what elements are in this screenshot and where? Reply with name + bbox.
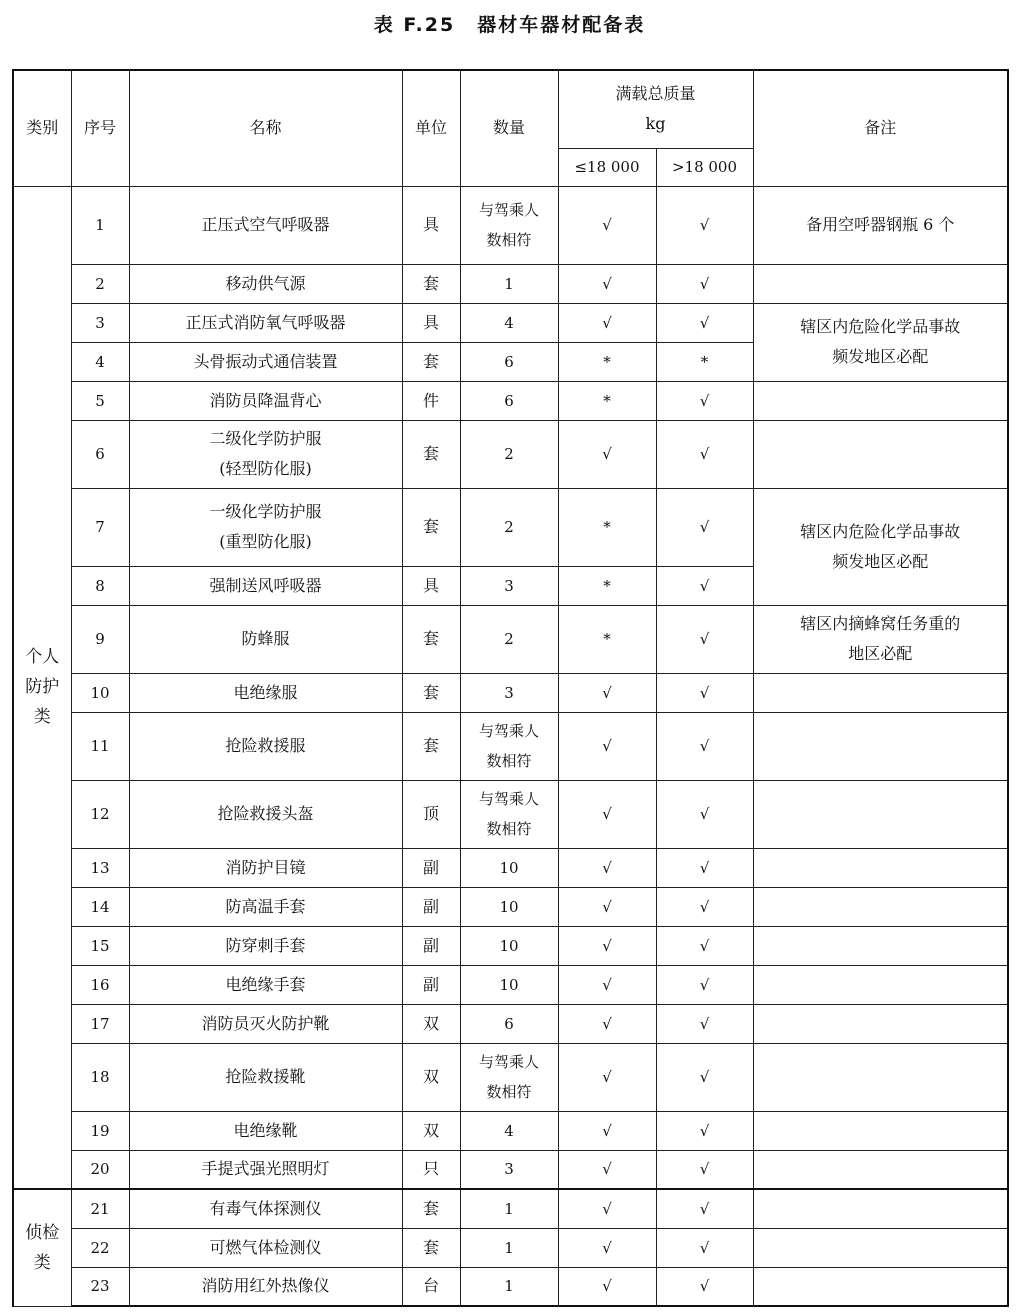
mark-le-cell: √ [558, 926, 656, 965]
header-mass-unit: kg [645, 114, 666, 134]
mark-gt-cell: √ [656, 1189, 753, 1228]
header-mass-label: 满载总质量 [615, 84, 696, 104]
remark-cell [753, 1228, 1008, 1267]
category-label: 防护 [25, 677, 60, 698]
table-row [13, 381, 1008, 420]
seq-cell: 10 [71, 673, 129, 712]
qty-line: 1 [504, 274, 514, 293]
name-line: 抢险救援服 [225, 736, 306, 755]
mark-gt-cell: √ [656, 186, 753, 264]
mark-gt-cell: √ [656, 1043, 753, 1111]
qty-cell [460, 1189, 558, 1228]
name-cell [129, 712, 402, 780]
unit-cell: 具 [402, 186, 460, 264]
table-row [13, 848, 1008, 887]
name-line: 防蜂服 [241, 629, 290, 648]
mark-le-cell: √ [558, 712, 656, 780]
seq-cell: 5 [71, 381, 129, 420]
header-unit: 单位 [402, 70, 460, 186]
qty-cell [460, 673, 558, 712]
qty-line: 2 [504, 630, 514, 648]
name-line: 头骨振动式通信装置 [193, 351, 338, 371]
qty-cell [460, 381, 558, 420]
category-label: 个人 [25, 647, 60, 668]
seq-cell: 1 [71, 186, 129, 264]
mark-le-cell: √ [558, 848, 656, 887]
table-row [13, 1267, 1008, 1306]
header-remark: 备注 [753, 70, 1008, 186]
unit-cell: 套 [402, 712, 460, 780]
qty-line: 10 [499, 897, 519, 916]
qty-line: 3 [504, 576, 514, 595]
name-cell [129, 1189, 402, 1228]
qty-line: 10 [499, 858, 519, 877]
unit-cell: 套 [402, 342, 460, 381]
qty-cell [460, 1150, 558, 1189]
table-row [13, 887, 1008, 926]
seq-cell: 23 [71, 1267, 129, 1306]
seq-cell: 19 [71, 1111, 129, 1150]
name-cell [129, 381, 402, 420]
name-cell [129, 1267, 402, 1306]
qty-cell [460, 965, 558, 1004]
unit-cell: 套 [402, 1189, 460, 1228]
unit-cell: 副 [402, 926, 460, 965]
mark-le-cell: * [558, 381, 656, 420]
remark-cell [753, 264, 1008, 303]
qty-line: 1 [504, 1277, 514, 1296]
qty-cell [460, 264, 558, 303]
qty-line: 与驾乘人 [478, 1053, 539, 1071]
mark-gt-cell: √ [656, 420, 753, 488]
mark-gt-cell: * [656, 342, 753, 381]
remark-cell [753, 673, 1008, 712]
name-cell [129, 342, 402, 381]
mark-le-cell: * [558, 342, 656, 381]
mark-le-cell: √ [558, 1043, 656, 1111]
unit-cell: 顶 [402, 780, 460, 848]
unit-cell: 副 [402, 887, 460, 926]
table-row [13, 264, 1008, 303]
seq-cell: 17 [71, 1004, 129, 1043]
remark-line: 频发地区必配 [832, 551, 929, 571]
mark-le-cell: √ [558, 1004, 656, 1043]
name-line: 消防用红外热像仪 [201, 1276, 330, 1296]
mark-gt-cell: √ [656, 566, 753, 605]
qty-cell [460, 887, 558, 926]
unit-cell: 只 [402, 1150, 460, 1189]
seq-cell: 11 [71, 712, 129, 780]
seq-cell: 3 [71, 303, 129, 342]
qty-line: 3 [504, 1160, 514, 1179]
name-line: 抢险救援头盔 [217, 804, 314, 823]
table-row [13, 1043, 1008, 1111]
mark-le-cell: √ [558, 1111, 656, 1150]
seq-cell: 16 [71, 965, 129, 1004]
mark-le-cell: * [558, 605, 656, 673]
qty-cell [460, 1267, 558, 1306]
name-cell [129, 303, 402, 342]
remark-cell [753, 420, 1008, 488]
qty-line: 2 [504, 445, 514, 463]
seq-cell: 12 [71, 780, 129, 848]
mark-le-cell: √ [558, 965, 656, 1004]
seq-cell: 4 [71, 342, 129, 381]
seq-cell: 9 [71, 605, 129, 673]
mark-gt-cell: √ [656, 264, 753, 303]
qty-cell [460, 488, 558, 566]
qty-cell [460, 342, 558, 381]
unit-cell: 套 [402, 420, 460, 488]
unit-cell: 具 [402, 566, 460, 605]
equipment-table [12, 69, 1009, 1307]
table-row [13, 712, 1008, 780]
seq-cell: 15 [71, 926, 129, 965]
seq-cell: 2 [71, 264, 129, 303]
seq-cell: 13 [71, 848, 129, 887]
name-line: 防高温手套 [225, 896, 306, 916]
qty-cell [460, 780, 558, 848]
name-line: (重型防化服) [219, 532, 312, 551]
table-row [13, 1004, 1008, 1043]
table-row [13, 420, 1008, 488]
header-category: 类别 [13, 70, 71, 186]
header-qty: 数量 [460, 70, 558, 186]
table-row [13, 673, 1008, 712]
qty-cell [460, 1228, 558, 1267]
mark-gt-cell: √ [656, 887, 753, 926]
name-cell [129, 420, 402, 488]
remark-line: 辖区内危险化学品事故 [800, 317, 961, 336]
qty-line: 与驾乘人 [478, 201, 539, 219]
mark-gt-cell: √ [656, 673, 753, 712]
name-cell [129, 186, 402, 264]
qty-line: 数相符 [486, 231, 532, 249]
unit-cell: 双 [402, 1043, 460, 1111]
table-row [13, 926, 1008, 965]
name-cell [129, 264, 402, 303]
seq-cell: 21 [71, 1189, 129, 1228]
mark-gt-cell: √ [656, 605, 753, 673]
remark-cell [753, 1004, 1008, 1043]
unit-cell: 副 [402, 848, 460, 887]
name-cell [129, 887, 402, 926]
qty-line: 与驾乘人 [478, 790, 539, 808]
table-row [13, 186, 1008, 264]
mark-gt-cell: √ [656, 488, 753, 566]
unit-cell: 双 [402, 1004, 460, 1043]
unit-cell: 副 [402, 965, 460, 1004]
qty-cell [460, 848, 558, 887]
remark-cell [753, 887, 1008, 926]
qty-line: 2 [504, 518, 514, 536]
seq-cell: 22 [71, 1228, 129, 1267]
qty-line: 3 [504, 683, 514, 702]
mark-le-cell: √ [558, 673, 656, 712]
table-row [13, 780, 1008, 848]
seq-cell: 6 [71, 420, 129, 488]
mark-le-cell: √ [558, 303, 656, 342]
qty-cell [460, 303, 558, 342]
qty-cell [460, 1043, 558, 1111]
seq-cell: 20 [71, 1150, 129, 1189]
unit-cell: 件 [402, 381, 460, 420]
qty-cell [460, 926, 558, 965]
remark-cell [753, 488, 1008, 605]
mark-le-cell: √ [558, 1228, 656, 1267]
header-mass-gt: >18 000 [656, 148, 753, 186]
qty-cell [460, 1004, 558, 1043]
mark-gt-cell: √ [656, 1150, 753, 1189]
mark-gt-cell: √ [656, 381, 753, 420]
name-line: 正压式空气呼吸器 [201, 215, 330, 234]
remark-cell [753, 926, 1008, 965]
mark-gt-cell: √ [656, 780, 753, 848]
unit-cell: 套 [402, 1228, 460, 1267]
remark-line: 备用空呼器钢瓶 6 个 [806, 215, 955, 234]
remark-line: 频发地区必配 [832, 347, 929, 366]
qty-line: 4 [504, 313, 514, 332]
remark-cell [753, 848, 1008, 887]
qty-line: 数相符 [486, 820, 532, 838]
category-label: 类 [33, 707, 51, 728]
mark-gt-cell: √ [656, 1267, 753, 1306]
qty-line: 6 [504, 1014, 514, 1033]
unit-cell: 具 [402, 303, 460, 342]
name-line: 电绝缘手套 [225, 974, 306, 994]
remark-cell [753, 186, 1008, 264]
unit-cell: 套 [402, 264, 460, 303]
table-name: 器材车器材配备表 [477, 14, 646, 36]
mark-le-cell: * [558, 488, 656, 566]
qty-line: 1 [504, 1199, 514, 1218]
name-cell [129, 965, 402, 1004]
header-mass [558, 70, 753, 148]
mark-gt-cell: √ [656, 712, 753, 780]
mark-gt-cell: √ [656, 303, 753, 342]
name-line: 防穿刺手套 [225, 935, 306, 955]
mark-le-cell: √ [558, 186, 656, 264]
remark-line: 辖区内危险化学品事故 [800, 521, 961, 541]
remark-cell [753, 712, 1008, 780]
header-mass-le: ≤18 000 [558, 148, 656, 186]
name-line: 强制送风呼吸器 [209, 575, 322, 595]
seq-cell: 8 [71, 566, 129, 605]
name-line: 可燃气体检测仪 [209, 1237, 322, 1257]
name-cell [129, 1004, 402, 1043]
mark-le-cell: √ [558, 1267, 656, 1306]
header-name: 名称 [129, 70, 402, 186]
name-cell [129, 848, 402, 887]
qty-line: 6 [504, 391, 514, 410]
table-row [13, 1111, 1008, 1150]
seq-cell: 18 [71, 1043, 129, 1111]
remark-line: 地区必配 [848, 644, 913, 663]
mark-gt-cell: √ [656, 1228, 753, 1267]
mark-gt-cell: √ [656, 965, 753, 1004]
name-cell [129, 605, 402, 673]
name-cell [129, 926, 402, 965]
name-line: 手提式强光照明灯 [201, 1159, 330, 1179]
remark-cell [753, 1111, 1008, 1150]
seq-cell: 7 [71, 488, 129, 566]
unit-cell: 双 [402, 1111, 460, 1150]
qty-cell [460, 1111, 558, 1150]
qty-line: 10 [499, 975, 519, 994]
remark-cell [753, 1150, 1008, 1189]
name-line: 一级化学防护服 [209, 502, 322, 521]
qty-cell [460, 712, 558, 780]
table-number: 表 F.25 [373, 14, 456, 36]
remark-cell [753, 381, 1008, 420]
table-row [13, 1189, 1008, 1228]
mark-le-cell: √ [558, 1189, 656, 1228]
qty-cell [460, 566, 558, 605]
name-cell [129, 780, 402, 848]
name-cell [129, 488, 402, 566]
name-cell [129, 1228, 402, 1267]
mark-le-cell: * [558, 566, 656, 605]
remark-cell [753, 965, 1008, 1004]
mark-gt-cell: √ [656, 926, 753, 965]
unit-cell: 套 [402, 673, 460, 712]
remark-cell [753, 1267, 1008, 1306]
name-line: 移动供气源 [225, 273, 306, 293]
name-line: 正压式消防氧气呼吸器 [185, 312, 346, 332]
remark-cell [753, 1043, 1008, 1111]
qty-line: 10 [499, 936, 519, 955]
unit-cell: 套 [402, 488, 460, 566]
qty-line: 6 [504, 352, 514, 371]
table-row [13, 488, 1008, 566]
name-line: 消防护目镜 [225, 857, 306, 877]
unit-cell: 台 [402, 1267, 460, 1306]
unit-cell: 套 [402, 605, 460, 673]
name-line: 消防员降温背心 [209, 390, 322, 410]
mark-gt-cell: √ [656, 848, 753, 887]
mark-le-cell: √ [558, 264, 656, 303]
qty-line: 与驾乘人 [478, 722, 539, 740]
qty-line: 数相符 [486, 752, 532, 770]
seq-cell: 14 [71, 887, 129, 926]
header-seq: 序号 [71, 70, 129, 186]
category-label: 类 [33, 1252, 51, 1273]
name-line: 有毒气体探测仪 [209, 1198, 322, 1218]
mark-le-cell: √ [558, 420, 656, 488]
remark-cell [753, 303, 1008, 381]
qty-line: 数相符 [486, 1083, 532, 1101]
qty-cell [460, 186, 558, 264]
name-cell [129, 1043, 402, 1111]
mark-gt-cell: √ [656, 1111, 753, 1150]
remark-line: 辖区内摘蜂窝任务重的 [800, 614, 961, 633]
table-row [13, 1150, 1008, 1189]
name-line: 消防员灭火防护靴 [201, 1013, 330, 1033]
table-row [13, 303, 1008, 342]
category-label: 侦检 [25, 1222, 60, 1243]
name-line: 二级化学防护服 [209, 429, 322, 448]
category-cell [13, 186, 71, 1189]
name-cell [129, 566, 402, 605]
remark-cell [753, 780, 1008, 848]
name-line: 抢险救援靴 [225, 1067, 306, 1086]
mark-gt-cell: √ [656, 1004, 753, 1043]
table-row [13, 965, 1008, 1004]
mark-le-cell: √ [558, 887, 656, 926]
table-row [13, 1228, 1008, 1267]
table-body [13, 186, 1008, 1306]
category-cell [13, 1189, 71, 1306]
qty-line: 1 [504, 1238, 514, 1257]
table-row [13, 605, 1008, 673]
table-title [0, 10, 1019, 37]
name-line: 电绝缘服 [233, 682, 298, 702]
remark-cell [753, 605, 1008, 673]
name-cell [129, 1111, 402, 1150]
name-line: (轻型防化服) [219, 459, 312, 478]
name-line: 电绝缘靴 [233, 1120, 298, 1140]
qty-cell [460, 420, 558, 488]
mark-le-cell: √ [558, 1150, 656, 1189]
mark-le-cell: √ [558, 780, 656, 848]
qty-line: 4 [504, 1121, 514, 1140]
name-cell [129, 1150, 402, 1189]
remark-cell [753, 1189, 1008, 1228]
qty-cell [460, 605, 558, 673]
name-cell [129, 673, 402, 712]
